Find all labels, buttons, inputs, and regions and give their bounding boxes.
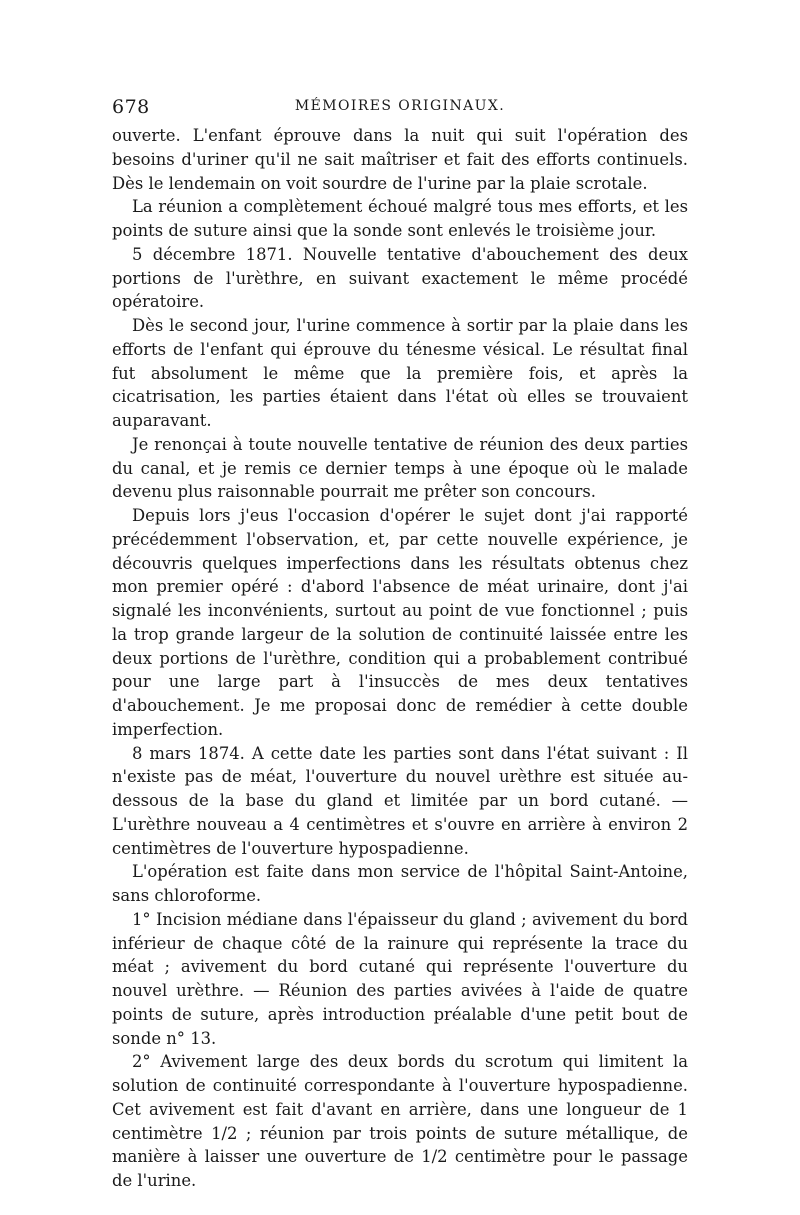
- paragraph: 8 mars 1874. A cette date les parties sont dans l'état suivant : Il n'existe pas de méat, l'ouverture du nouvel urèthre est située au-dessous de la base du gland et limitée par un bord cutané. — L'urèthre nouveau a 4 centimètres et s'ouvre en arrière à environ 2 centimètres de l'ouverture hypospadienne.: [112, 743, 688, 858]
- paragraph: ouverte. L'enfant éprouve dans la nuit qui suit l'opération des besoins d'uriner qu'il ne sait maîtriser et fait des efforts continuels. Dès le lendemain on voit sourdre de l'urine par la plaie scrotale.: [112, 126, 688, 193]
- paragraph: 1° Incision médiane dans l'épaisseur du gland ; avivement du bord inférieur de chaque côté de la rainure qui représente la trace du méat ; avivement du bord cutané qui représente l'ouverture du nouvel urèthre. — Réunion des parties avivées à l'aide de quatre points de suture, après introduction préalable d'une petit bout de sonde n° 13.: [112, 909, 688, 1048]
- paragraph: Je renonçai à toute nouvelle tentative de réunion des deux parties du canal, et je remis ce dernier temps à une époque où le malade devenu plus raisonnable pourrait me prêter son concours.: [112, 434, 688, 502]
- book-page: [112, 92, 688, 1193]
- paragraph: 5 décembre 1871. Nouvelle tentative d'abouchement des deux portions de l'urèthre, en suivant exactement le même procédé opératoire.: [112, 244, 688, 312]
- paragraph: 2° Avivement large des deux bords du scrotum qui limitent la solution de continuité correspondante à l'ouverture hypospadienne. Cet avivement est fait d'avant en arrière, dans une longueur de 1 centimètre 1/2 ; réunion par trois points de suture métallique, de manière à laisser une ouverture de 1/2 centimètre pour le passage de l'urine.: [112, 1052, 688, 1190]
- page-number: 678: [112, 96, 150, 118]
- paragraph: Dès le second jour, l'urine commence à sortir par la plaie dans les efforts de l'enfant qui éprouve du ténesme vésical. Le résultat final fut absolument le même que la première fois, et après la cicatrisation, les parties étaient dans l'état où elles se trouvaient auparavant.: [112, 316, 688, 430]
- body-text: [112, 124, 688, 1193]
- paragraph: Depuis lors j'eus l'occasion d'opérer le sujet dont j'ai rapporté précédemment l'observation, et, par cette nouvelle expérience, je découvris quelques imperfections dans les résultats obtenus chez mon premier opéré : d'abord l'absence de méat urinaire, dont j'ai signalé les inconvénients, surtout au point de vue fonctionnel ; puis la trop grande largeur de la solution de continuité laissée entre les deux portions de l'urèthre, condition qui a probablement contribué pour une large part à l'insuccès de mes deux tentatives d'abouchement. Je me proposai donc de remédier à cette double imperfection.: [112, 506, 688, 739]
- paragraph: L'opération est faite dans mon service de l'hôpital Saint-Antoine, sans chloroforme.: [112, 862, 688, 905]
- running-header: [112, 92, 688, 124]
- running-title: MÉMOIRES ORIGINAUX.: [294, 98, 506, 114]
- paragraph: La réunion a complètement échoué malgré tous mes efforts, et les points de suture ainsi que la sonde sont enlevés le troisième jour.: [112, 197, 688, 240]
